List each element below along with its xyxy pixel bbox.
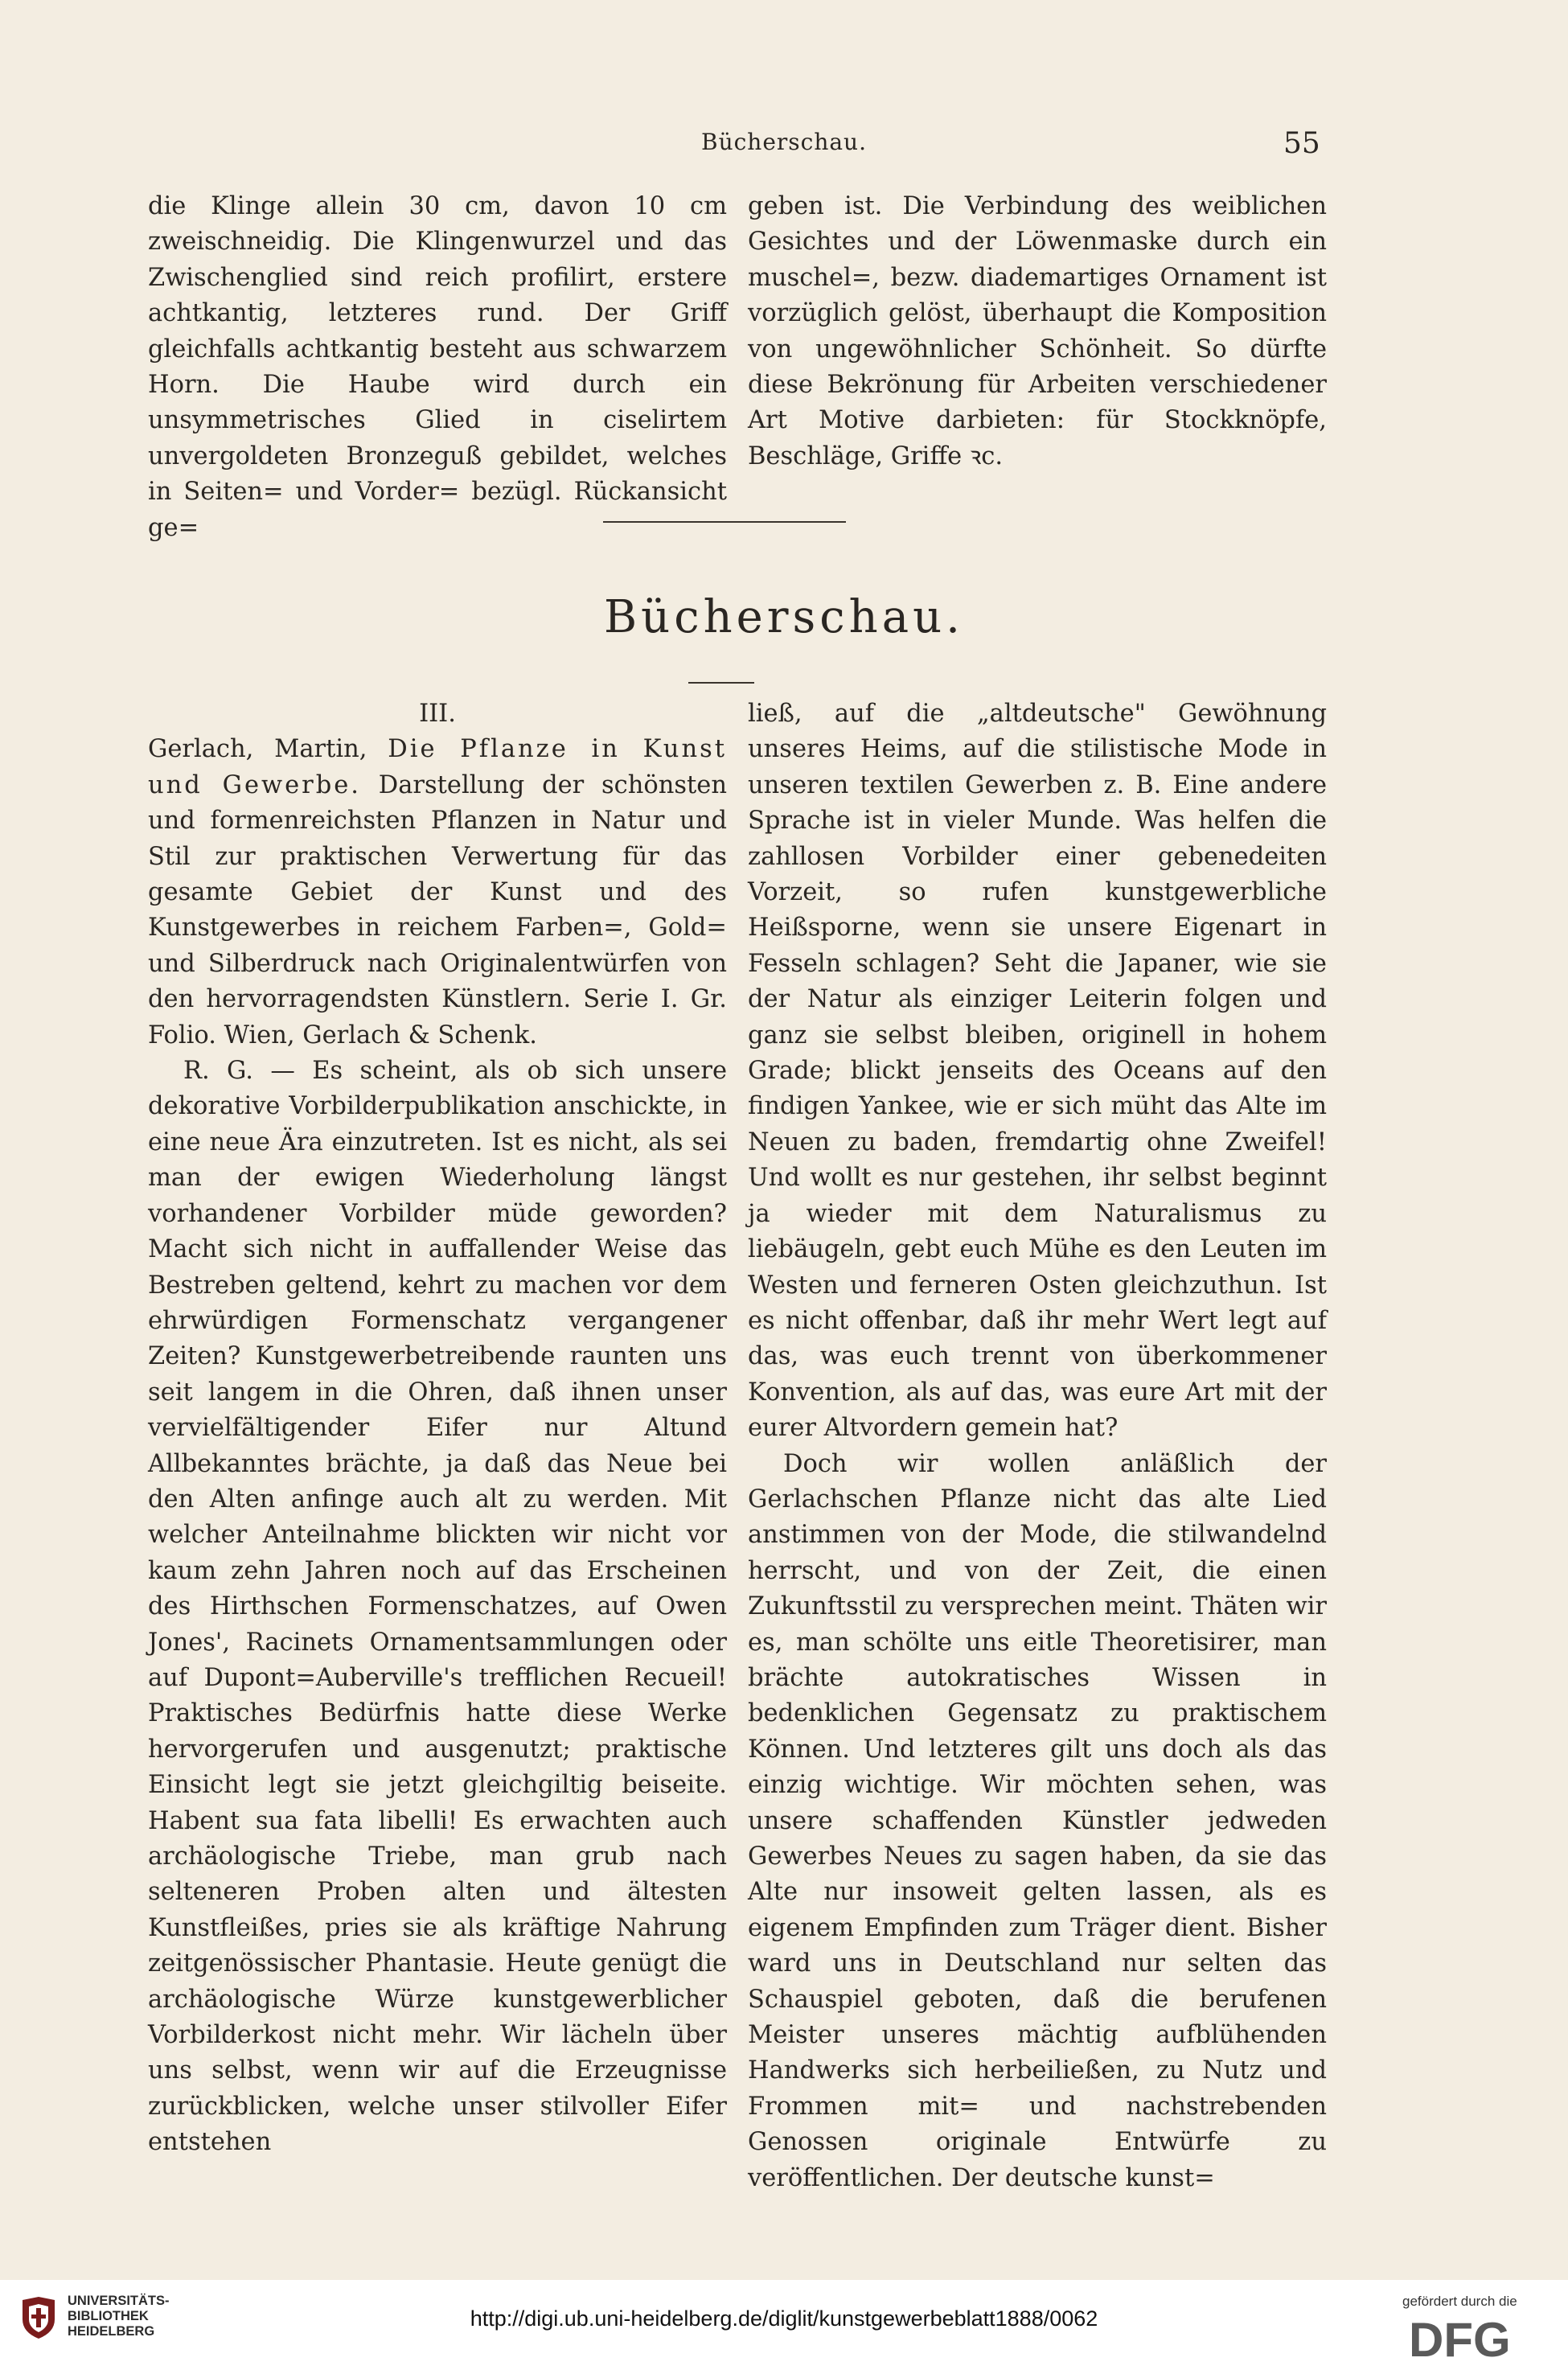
entry-author: Gerlach, Martin, (148, 735, 367, 764)
continued-text-left: die Klinge allein 30 cm, davon 10 cm zweischneidig. Die Klingenwurzel und das Zwischenglied sind reich profilirt, erstere achtkantig, letzteres rund. Der Griff gleichfalls achtkantig besteht aus schwarzem Horn. Die Haube wird durch ein unsymmetrisches Glied in ciselirtem unvergoldeten Bronzeguß gebildet, welches in Seiten= und Vorder= bezügl. Rückansicht ge= (148, 192, 727, 542)
heading-underline (688, 682, 754, 684)
review-left-column (148, 696, 727, 2161)
continued-article-right-column (748, 189, 1327, 474)
review-paragraph-1: ließ, auf die „altdeutsche" Gewöhnung unseres Heims, auf die stilistische Mode in unseren textilen Gewerben z. B. Eine andere Sprache ist in vieler Munde. Was helfen die zahllosen Vorbilder einer gebenedeiten Vorzeit, so rufen kunstgewerbliche Heißsporne, wenn sie unsere Eigenart in Fesseln schlagen? Seht die Japaner, wie sie der Natur als einziger Leiterin folgen und ganz sie selbst bleiben, originell in hohem Grade; blickt jenseits des Oceans auf den findigen Yankee, wie er sich müht das Alte im Neuen zu baden, fremdartig ohne Zweifel! Und wollt es nur gestehen, ihr selbst beginnt ja wieder mit dem Naturalismus zu liebäugeln, gebt euch Mühe es den Leuten im Westen und ferneren Osten gleichzuthun. Ist es nicht offenbar, daß ihr mehr Wert legt auf das, was euch trennt von überkommener Konvention, als auf das, was eure Art mit der eurer Altvordern gemein hat? (748, 700, 1327, 1443)
sponsor-note: gefördert durch die (1402, 2294, 1517, 2309)
review-series-number: III. (419, 700, 456, 728)
continued-text-right: geben ist. Die Verbindung des weiblichen Gesichtes und der Löwenmaske durch ein muschel=, bezw. diademartiges Ornament ist vorzüglich gelöst, überhaupt die Komposition von ungewöhnlicher Schönheit. So dürfte diese Bekrönung für Arbeiten verschiedener Art Motive darbieten: für Stockknöpfe, Beschläge, Griffe ꝛc. (748, 192, 1327, 470)
entry-title: Die Pflanze in Kunst und Gewerbe. (148, 735, 727, 799)
section-divider (603, 521, 846, 523)
entry-details: Darstellung der schönsten und formenreichsten Pflanzen in Natur und Stil zur praktischen Verwertung für das gesamte Gebiet der Kunst und des Kunstgewerbes in reichem Farben=, Gold= und Silberdruck nach Originalentwürfen von den hervorragendsten Künstlern. Serie I. Gr. Folio. Wien, Gerlach & Schenk. (148, 770, 727, 1049)
dfg-logo-text: DFG (1409, 2313, 1511, 2363)
library-name-line: BIBLIOTHEK (68, 2309, 149, 2323)
review-paragraph-2: Doch wir wollen anläßlich der Gerlachschen Pflanze nicht das alte Lied anstimmen von der Mode, die stilwandelnd herrscht, und von der Zeit, die einen Zukunftsstil zu versprechen meint. Thäten wir es, man schölte uns eitle Theoretisirer, man brächte autokratisches Wissen in bedenklichen Gegensatz zu praktischem Können. Und letzteres gilt uns doch als das einzig wichtige. Wir möchten sehen, was unsere schaffenden Künstler jedweden Gewerbes Neues zu sagen haben, da sie das Alte nur insoweit gelten lassen, als es eigenem Empfinden zum Träger dient. Bisher ward uns in Deutschland nur selten das Schauspiel geboten, daß die berufenen Meister unseres mächtig aufblühenden Handwerks sich herbeiließen, zu Nutz und Frommen mit= und nachstrebenden Genossen originale Entwürfe zu veröffentlichen. Der deutsche kunst= (748, 1449, 1327, 2192)
bibliographic-entry (148, 732, 727, 1054)
section-heading: Bücherschau. (604, 591, 964, 643)
review-body-left: R. G. — Es scheint, als ob sich unsere dekorative Vorbilderpublikation anschickte, in eine neue Ära einzutreten. Ist es nicht, als sei man der ewigen Wiederholung längst vorhandener Vorbilder müde geworden? Macht sich nicht in auffallender Weise das Bestreben geltend, kehrt zu machen vor dem ehrwürdigen Formenschatz vergangener Zeiten? Kunstgewerbetreibende raunten uns seit langem in die Ohren, daß ihnen unser vervielfältigender Eifer nur Altund Allbekanntes brächte, ja daß das Neue bei den Alten anfinge auch alt zu werden. Mit welcher Anteilnahme blickten wir nicht vor kaum zehn Jahren noch auf das Erscheinen des Hirthschen Formenschatzes, auf Owen Jones', Racinets Ornamentsammlungen oder auf Dupont=Auberville's trefflichen Recueil! Praktisches Bedürfnis hatte diese Werke hervorgerufen und ausgenutzt; praktische Einsicht legt sie jetzt gleichgiltig beiseite. Habent sua fata libelli! Es erwachten auch archäologische Triebe, man grub nach selteneren Proben alten und ältesten Kunstfleißes, pries sie als kräftige Nahrung zeitgenössischer Phantasie. Heute genügt die archäologische Würze kunstgewerblicher Vorbilderkost nicht mehr. Wir lächeln über uns selbst, wenn wir auf die Erzeugnisse zurückblicken, welche unser stilvoller Eifer entstehen (148, 1057, 727, 2157)
review-right-column (748, 696, 1327, 2196)
library-name-line: UNIVERSITÄTS- (68, 2294, 170, 2308)
dfg-logo (1409, 2313, 1529, 2363)
library-name-line: HEIDELBERG (68, 2324, 155, 2339)
source-url-link[interactable]: http://digi.ub.uni-heidelberg.de/diglit/kunstgewerbeblatt1888/0062 (470, 2306, 1098, 2331)
continued-article-left-column (148, 189, 727, 546)
page-number: 55 (1283, 127, 1320, 160)
running-title: Bücherschau. (701, 129, 867, 155)
